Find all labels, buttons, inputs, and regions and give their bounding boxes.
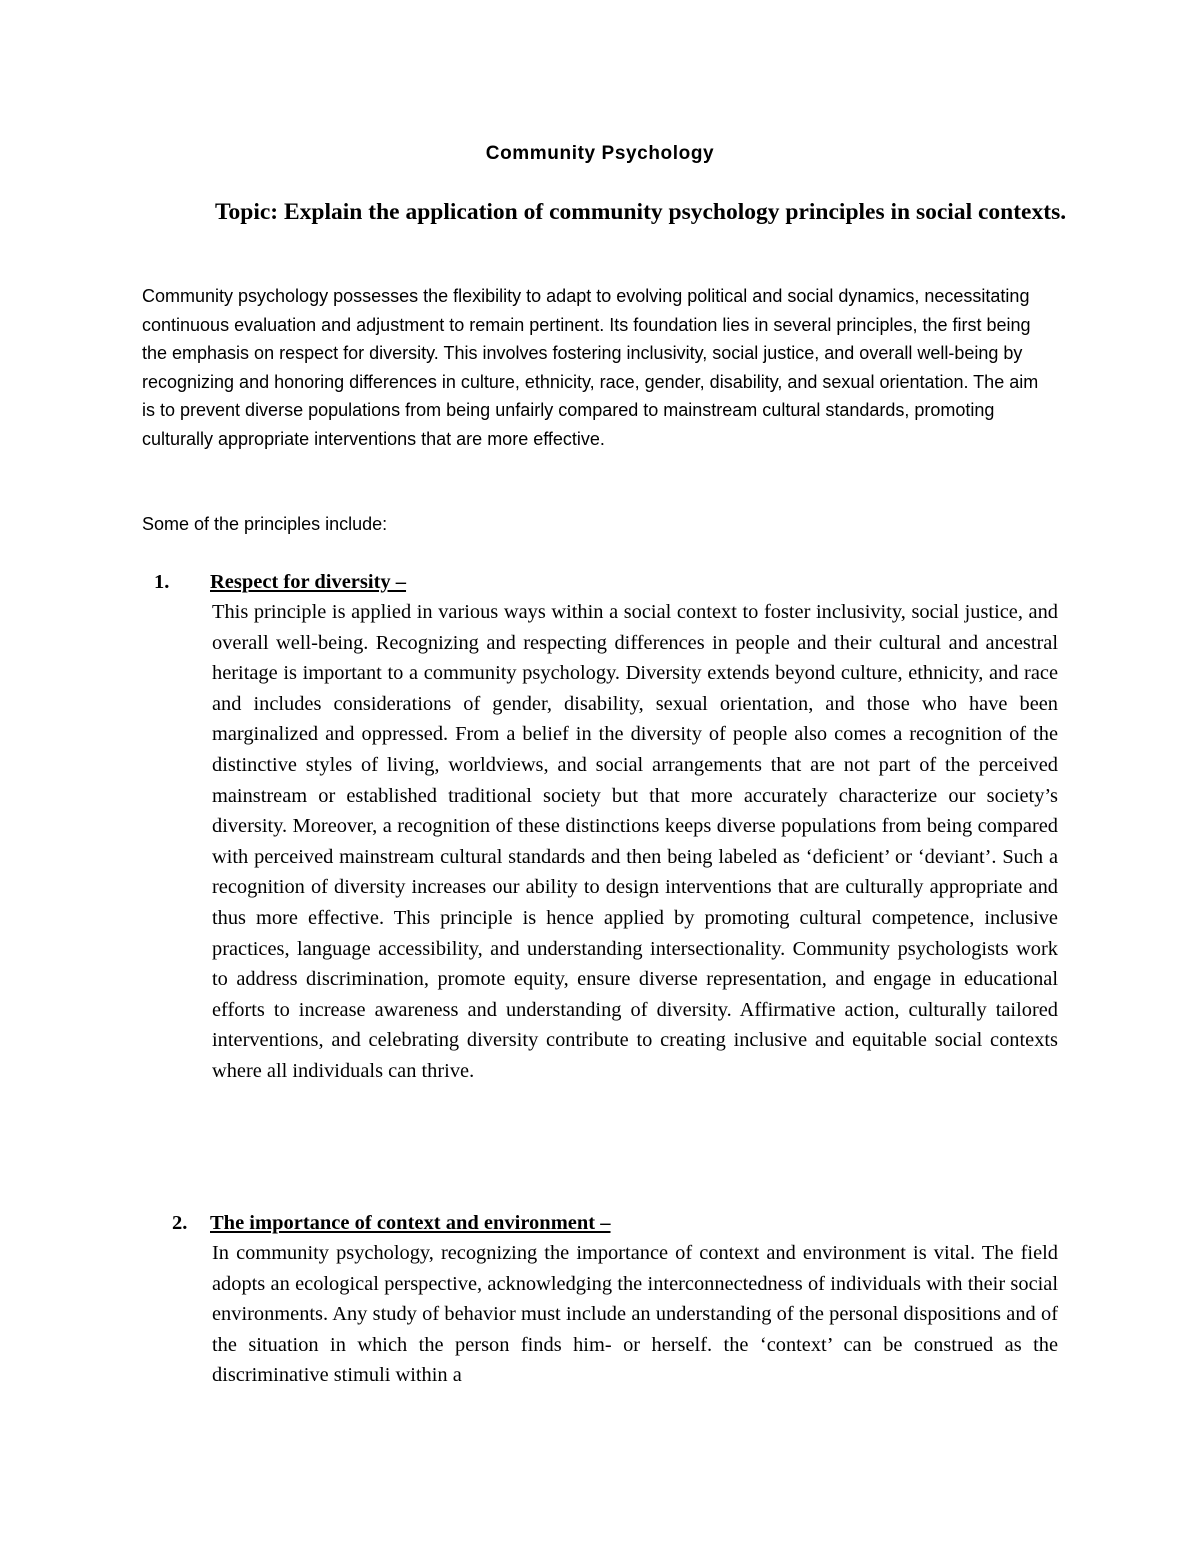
principle-body: This principle is applied in various ways within a social context to foster inclusivity, social justice, and overall well-being. Recognizing and respecting differences in people and their cultural and ancestral heritage is important to a community psychology. Diversity extends beyond culture, ethnicity, and race and includes considerations of gender, disability, sexual orientation, and those who have been marginalized and oppressed. From a belief in the diversity of people also comes a recognition of the distinctive styles of living, worldviews, and social arrangements that are not part of the perceived mainstream or established traditional society but that more accurately characterize our society’s diversity. Moreover, a recognition of these distinctions keeps diverse populations from being compared with perceived mainstream cultural standards and then being labeled as ‘deficient’ or ‘deviant’. Such a recognition of diversity increases our ability to design interventions that are culturally appropriate and thus more effective. This principle is hence applied by promoting cultural competence, inclusive practices, language accessibility, and understanding intersectionality. Community psychologists work to address discrimination, promote equity, ensure diverse representation, and engage in educational efforts to increase awareness and understanding of diversity. Affirmative action, culturally tailored interventions, and celebrating diversity contribute to creating inclusive and equitable social contexts where all individuals can thrive. (212, 601, 1058, 1082)
principle-number: 2. (172, 1212, 188, 1234)
principle-body: In community psychology, recognizing the importance of context and environment is vital. The field adopts an ecological perspective, acknowledging the interconnectedness of individuals with their social environments. Any study of behavior must include an understanding of the personal dispositions and of the situation in which the person finds him- or herself. the ‘context’ can be construed as the discriminative stimuli within a (212, 1242, 1058, 1387)
principle-heading: The importance of context and environment – (210, 1212, 611, 1234)
intro-paragraph: Community psychology possesses the flexibility to adapt to evolving political and social dynamics, necessitating continuous evaluation and adjustment to remain pertinent. Its foundation lies in several principles, the first being the emphasis on respect for diversity. This involves fostering inclusivity, social justice, and overall well-being by recognizing and honoring differences in culture, ethnicity, race, gender, disability, and sexual orientation. The aim is to prevent diverse populations from being unfairly compared to mainstream cultural standards, promoting culturally appropriate interventions that are more effective. (142, 286, 1039, 449)
document-title: Community Psychology (485, 143, 715, 164)
principle-item (142, 1208, 1062, 1391)
principle-heading-row (142, 1208, 1062, 1238)
principle-number (142, 567, 212, 597)
principle-heading: Respect for diversity – (210, 571, 407, 593)
principle-item (142, 567, 1062, 1087)
principles-lead: Some of the principles include: (142, 514, 388, 534)
intro-section (142, 282, 1042, 454)
principle-number-text: 1. (154, 571, 170, 593)
principle-heading-row (142, 567, 1062, 597)
topic-heading: Topic: Explain the application of community psychology principles in social contexts. (215, 199, 1067, 225)
